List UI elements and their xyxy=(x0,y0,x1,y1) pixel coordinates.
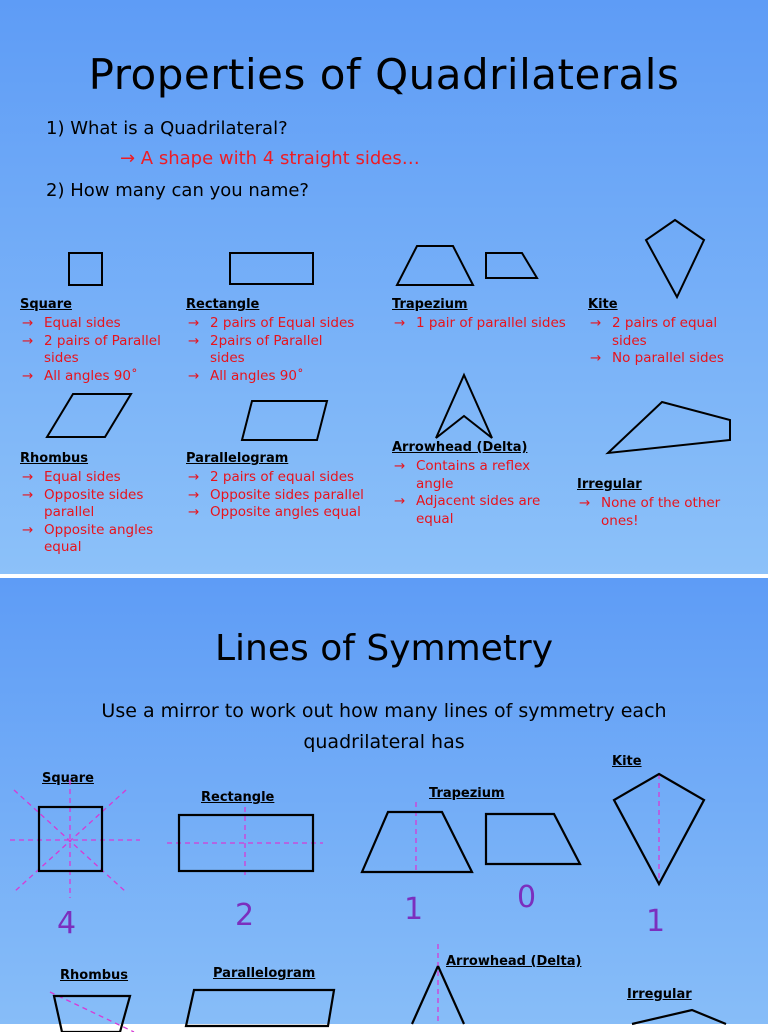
label-parallelogram: Parallelogram xyxy=(186,451,289,466)
question-1: 1) What is a Quadrilateral? xyxy=(46,118,288,139)
props-rhombus xyxy=(20,469,170,557)
sym-square xyxy=(0,780,150,900)
prop-item: → None of the other ones! xyxy=(577,495,742,530)
prop-item: → All angles 90˚ xyxy=(186,368,371,386)
count-square: 4 xyxy=(57,906,77,941)
count-right-trapezium: 0 xyxy=(517,880,537,915)
symmetry-title: Lines of Symmetry xyxy=(214,628,554,669)
sym-parallelogram xyxy=(180,986,340,1026)
label-kite: Kite xyxy=(588,297,618,312)
prop-item: → Contains a reflex angle xyxy=(392,458,560,493)
trapezium-shape xyxy=(395,245,475,287)
props-arrowhead xyxy=(392,458,560,528)
prop-item: → Opposite sides parallel xyxy=(186,487,386,505)
prop-item: → 2pairs of Parallel sides xyxy=(186,333,340,368)
prop-item: → Adjacent sides are equal xyxy=(392,493,560,528)
props-square xyxy=(20,315,180,385)
sym-label-trapezium: Trapezium xyxy=(429,786,505,801)
sym-label-irregular: Irregular xyxy=(627,987,692,1002)
label-rhombus: Rhombus xyxy=(20,451,89,466)
prop-item: → Opposite angles equal xyxy=(186,504,386,522)
prop-item: → Opposite sides parallel xyxy=(20,487,170,522)
question-2: 2) How many can you name? xyxy=(46,180,309,201)
instructions-line-1: Use a mirror to work out how many lines of symmetry each xyxy=(101,700,667,722)
sym-rectangle xyxy=(165,805,325,885)
label-rectangle: Rectangle xyxy=(186,297,260,312)
prop-item: → 2 pairs of equal sides xyxy=(186,469,386,487)
prop-item: → 2 pairs of Equal sides xyxy=(186,315,371,333)
props-irregular xyxy=(577,495,742,530)
sym-right-trapezium xyxy=(484,812,584,868)
sym-trapezium xyxy=(358,800,474,876)
label-trapezium: Trapezium xyxy=(392,297,468,312)
sym-label-square: Square xyxy=(42,771,94,786)
sym-label-rhombus: Rhombus xyxy=(60,968,129,983)
label-square: Square xyxy=(20,297,72,312)
prop-item: → Equal sides xyxy=(20,469,170,487)
slide-title: Properties of Quadrilaterals xyxy=(88,50,680,99)
sym-kite xyxy=(608,770,708,890)
right-trapezium-shape xyxy=(485,252,539,280)
props-kite xyxy=(588,315,738,368)
props-parallelogram xyxy=(186,469,386,522)
square-shape xyxy=(68,252,104,288)
sym-label-kite: Kite xyxy=(612,754,642,769)
prop-item: → No parallel sides xyxy=(588,350,738,368)
prop-item: → Equal sides xyxy=(20,315,180,333)
sym-irregular xyxy=(628,1004,728,1026)
props-rectangle xyxy=(186,315,371,385)
sym-label-arrowhead: Arrowhead (Delta) xyxy=(446,954,582,969)
count-kite: 1 xyxy=(646,904,666,939)
irregular-shape xyxy=(606,401,732,455)
prop-item: → 2 pairs of Parallel sides xyxy=(20,333,180,368)
sym-label-parallelogram: Parallelogram xyxy=(213,966,316,981)
parallelogram-shape xyxy=(241,400,329,442)
prop-item: → 2 pairs of equal sides xyxy=(588,315,738,350)
sym-rhombus xyxy=(44,992,140,1032)
count-rectangle: 2 xyxy=(235,898,255,933)
sym-arrowhead xyxy=(404,944,474,1026)
arrowhead-shape xyxy=(434,374,494,440)
symmetry-instructions xyxy=(0,696,768,758)
props-trapezium xyxy=(392,315,582,333)
rectangle-shape xyxy=(229,252,315,286)
sym-label-rectangle: Rectangle xyxy=(201,790,275,805)
label-arrowhead: Arrowhead (Delta) xyxy=(392,440,528,455)
count-trapezium: 1 xyxy=(404,892,424,927)
rhombus-shape xyxy=(45,393,133,439)
label-irregular: Irregular xyxy=(577,477,642,492)
prop-item: → All angles 90˚ xyxy=(20,368,180,386)
prop-item: → Opposite angles equal xyxy=(20,522,170,557)
answer-1: → A shape with 4 straight sides… xyxy=(120,148,420,169)
instructions-line-2: quadrilateral has xyxy=(303,731,465,753)
kite-shape xyxy=(644,219,706,299)
prop-item: → 1 pair of parallel sides xyxy=(392,315,582,333)
